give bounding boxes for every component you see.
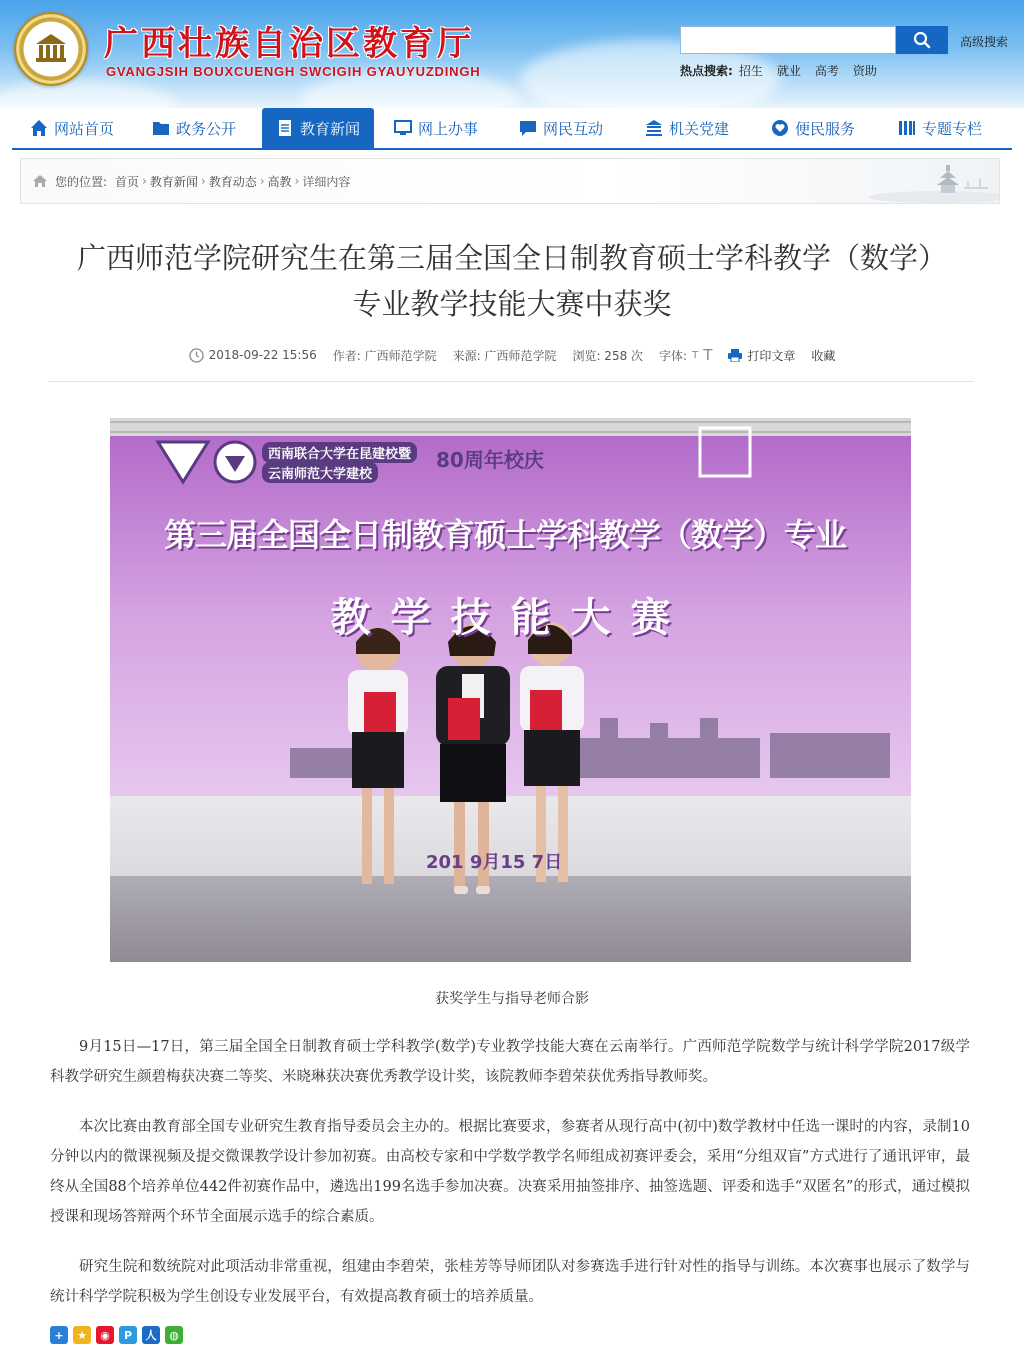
renren-share-icon[interactable]: 人 (142, 1326, 160, 1344)
site-subtitle: GVANGJSIH BOUXCUENGH SWCIGIH GYAUYUZDINGH (106, 64, 481, 79)
site-title[interactable]: 广西壮族自治区教育厅 (104, 24, 474, 64)
publish-date (189, 348, 317, 363)
article-meta (0, 346, 1024, 364)
folder-icon (152, 119, 170, 137)
font-size-label: 字体: (659, 348, 688, 363)
nav-item-public-services[interactable] (750, 108, 876, 148)
article-title-line: 专业教学技能大赛中获奖 (352, 289, 672, 321)
font-size-large-button[interactable]: T (703, 346, 713, 364)
photo-banner-org1: 西南联合大学在昆建校暨 (262, 442, 417, 463)
nav-item-netizen-interaction[interactable] (498, 108, 624, 148)
breadcrumb-home-icon (33, 175, 47, 187)
publish-date-text: 2018-09-22 15:56 (208, 348, 317, 362)
nav-item-label: 机关党建 (668, 119, 729, 138)
pengyou-share-icon[interactable]: P (119, 1326, 137, 1344)
nav-item-special-topics[interactable] (876, 108, 1004, 148)
photo-caption: 获奖学生与指导老师合影 (435, 991, 589, 1007)
nav-item-label: 政务公开 (175, 119, 236, 138)
heart-icon (771, 119, 789, 137)
breadcrumb-prefix: 您的位置: (55, 174, 108, 189)
title-divider (48, 381, 974, 382)
nav-item-home[interactable] (12, 108, 132, 148)
chevron-right-icon: › (142, 174, 147, 188)
chat-icon (519, 119, 537, 137)
advanced-search-link[interactable]: 高级搜索 (960, 35, 1009, 49)
hot-search-keywords (680, 62, 877, 79)
award-photo (110, 418, 911, 962)
weibo-share-icon[interactable]: ◉ (96, 1326, 114, 1344)
photo-banner-line1: 第三届全国全日制教育硕士学科教学（数学）专业 (164, 516, 847, 554)
columns-icon (898, 119, 916, 137)
search-icon (913, 31, 931, 49)
article-title (40, 236, 984, 328)
print-article-label: 打印文章 (747, 348, 796, 363)
plus-share-icon[interactable]: + (50, 1326, 68, 1344)
breadcrumb (20, 158, 1000, 204)
nav-item-label: 教育新闻 (299, 119, 360, 138)
qzone-share-icon[interactable]: ★ (73, 1326, 91, 1344)
hot-keyword-link[interactable]: 资助 (852, 64, 877, 78)
article-paragraph: 研究生院和数统院对此项活动非常重视，组建由李碧荣，张桂芳等导师团队对参赛选手进行针对性的指导与训练。本次赛事也展示了数学与统计科学学院积极为学生创设专业发展平台，有效提高教育硕士的培养质量。 (50, 1259, 970, 1305)
education-department-emblem-icon[interactable] (14, 12, 88, 86)
breadcrumb-current: 详细内容 (302, 174, 351, 189)
breadcrumb-link[interactable]: 高教 (267, 174, 292, 189)
wechat-share-icon[interactable]: ◍ (165, 1326, 183, 1344)
article-source: 来源: 广西师范学院 (452, 348, 557, 363)
hot-keyword-link[interactable]: 招生 (738, 64, 763, 78)
monitor-icon (394, 119, 412, 137)
share-bar (50, 1326, 183, 1344)
nav-item-government-affairs[interactable] (132, 108, 256, 148)
site-header (0, 0, 1024, 108)
main-navigation (12, 108, 1012, 150)
printer-icon (728, 349, 742, 362)
nav-item-label: 网民互动 (542, 119, 603, 138)
document-icon (276, 119, 294, 137)
article-author: 作者: 广西师范学院 (332, 348, 437, 363)
photo-banner-line2: 教学技能大赛 (330, 595, 691, 641)
photo-banner-date: 201 9月15 7日 (426, 852, 563, 873)
hot-keyword-link[interactable]: 高考 (814, 64, 839, 78)
search-input[interactable] (680, 26, 896, 54)
pavilion-scenery-decoration (849, 159, 999, 204)
article-views: 浏览: 258 次 (572, 348, 644, 363)
chevron-right-icon: › (259, 174, 265, 188)
print-article-button[interactable] (728, 347, 795, 364)
nav-item-online-services[interactable] (374, 108, 498, 148)
favorite-button[interactable]: 收藏 (811, 348, 836, 363)
nav-item-label: 网站首页 (53, 119, 114, 138)
font-size-small-button[interactable]: T (692, 349, 699, 361)
nav-item-label: 专题专栏 (921, 119, 982, 138)
font-size-control (659, 346, 712, 364)
nav-item-education-news[interactable] (262, 108, 374, 148)
hot-search-label: 热点搜索: (680, 64, 733, 78)
article-title-line: 广西师范学院研究生在第三届全国全日制教育硕士学科教学（数学） (76, 243, 947, 275)
nav-item-party-building[interactable] (624, 108, 750, 148)
chevron-right-icon: › (200, 174, 206, 188)
chevron-right-icon: › (294, 174, 300, 188)
nav-item-label: 网上办事 (417, 119, 478, 138)
search-button[interactable] (896, 26, 948, 54)
breadcrumb-link[interactable]: 首页 (115, 174, 140, 189)
nav-item-label: 便民服务 (794, 119, 855, 138)
photo-banner-anniversary: 80周年校庆 (436, 448, 544, 472)
article-paragraph: 本次比赛由教育部全国专业研究生教育指导委员会主办的。根据比赛要求，参赛者从现行高中(初中)数学教材中任选一课时的内容，录制10分钟以内的微课视频及提交微课教学设计参加初赛。由高校专家和中学数学教学名师组成初赛评委会，采用“分组双盲”方式进行了通讯评审，最终从全国88个培养单位442件初赛作品中，遴选出199名选手参加决赛。决赛采用抽签排序、抽签选题、评委和选手“双匿名”的形式，通过模拟授课和现场答辩两个环节全面展示选手的综合素质。 (50, 1119, 970, 1225)
home-icon (30, 119, 48, 137)
breadcrumb-link[interactable]: 教育动态 (208, 174, 257, 189)
clock-icon (189, 348, 204, 363)
hot-keyword-link[interactable]: 就业 (776, 64, 801, 78)
article-paragraph: 9月15日—17日，第三届全国全日制教育硕士学科教学(数学)专业教学技能大赛在云南举行。广西师范学院数学与统计科学学院2017级学科教学研究生颜碧梅获决赛二等奖、米晓琳获决赛优秀教学设计奖，该院教师李碧荣获优秀指导教师奖。 (50, 1039, 970, 1085)
breadcrumb-link[interactable]: 教育新闻 (149, 174, 198, 189)
photo-banner-org2: 云南师范大学建校 (262, 462, 378, 483)
building-icon (645, 119, 663, 137)
